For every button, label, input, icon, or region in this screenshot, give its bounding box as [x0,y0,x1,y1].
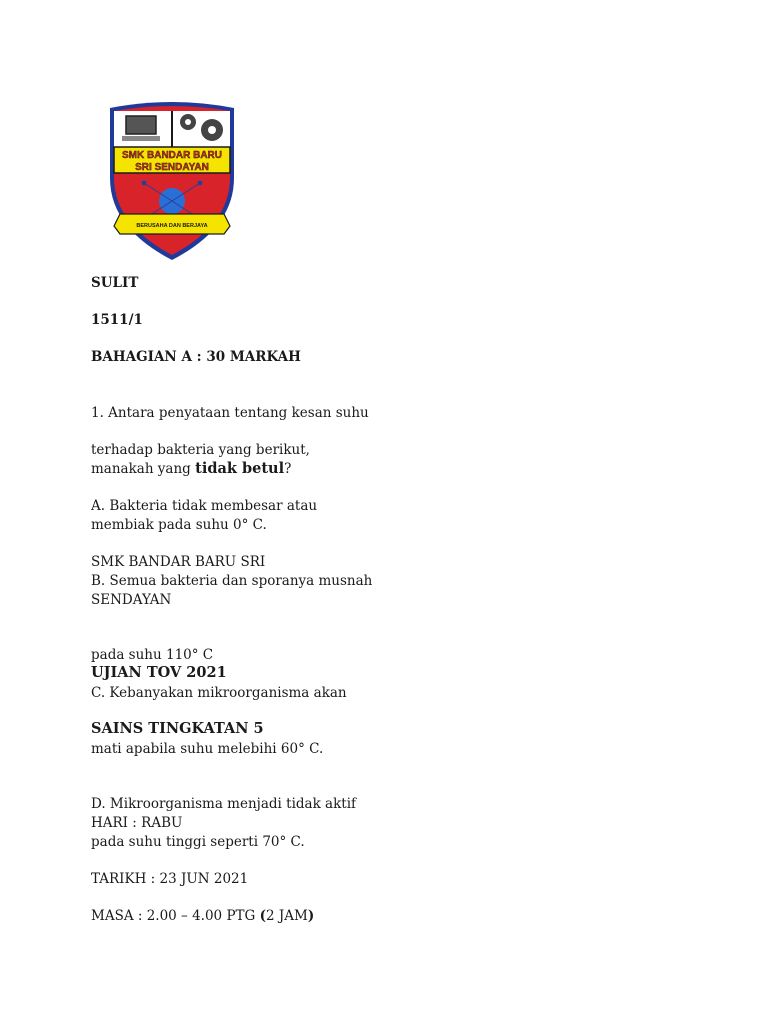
exam-time-paren-open: ( [259,908,266,924]
option-c-line-1: C. Kebanyakan mikroorganisma akan [91,685,347,701]
exam-title: UJIAN TOV 2021 [91,664,227,681]
option-a-line-1: A. Bakteria tidak membesar atau [91,498,318,514]
exam-time-paren-close: ) [307,908,315,924]
option-c-line-2: mati apabila suhu melebihi 60° C. [91,741,324,757]
logo-motto: BERUSAHA DAN BERJAYA [136,223,208,229]
option-b-line-1: B. Semua bakteria dan sporanya musnah [91,573,373,589]
paper-code: 1511/1 [91,312,143,328]
logo-line2: SRI SENDAYAN [135,162,209,173]
question-emphasis: tidak betul [195,460,285,477]
sulit-label: SULIT [91,275,139,291]
option-d-line-1: D. Mikroorganisma menjadi tidak aktif [91,796,357,812]
option-d-line-2: pada suhu tinggi seperti 70° C. [91,834,305,850]
question-line-1: 1. Antara penyataan tentang kesan suhu [91,405,369,421]
subject-title: SAINS TINGKATAN 5 [91,720,264,737]
section-title: BAHAGIAN A : 30 MARKAH [91,349,301,365]
school-line-1: SMK BANDAR BARU SRI [91,554,266,570]
exam-time [91,907,314,925]
question-line-3-post: ? [284,461,292,477]
question-line-3 [91,460,291,478]
exam-day: HARI : RABU [91,815,183,831]
option-a-line-2: membiak pada suhu 0° C. [91,517,267,533]
question-line-3-pre: manakah yang [91,461,196,477]
exam-date: TARIKH : 23 JUN 2021 [91,871,249,887]
logo-line1: SMK BANDAR BARU [122,150,222,161]
school-logo [104,98,240,264]
option-b-line-2: pada suhu 110° C [91,647,214,663]
exam-time-duration: 2 JAM [266,908,308,924]
question-line-2: terhadap bakteria yang berikut, [91,442,310,458]
school-line-2: SENDAYAN [91,592,172,608]
exam-time-pre: MASA : 2.00 – 4.00 PTG [91,908,260,924]
